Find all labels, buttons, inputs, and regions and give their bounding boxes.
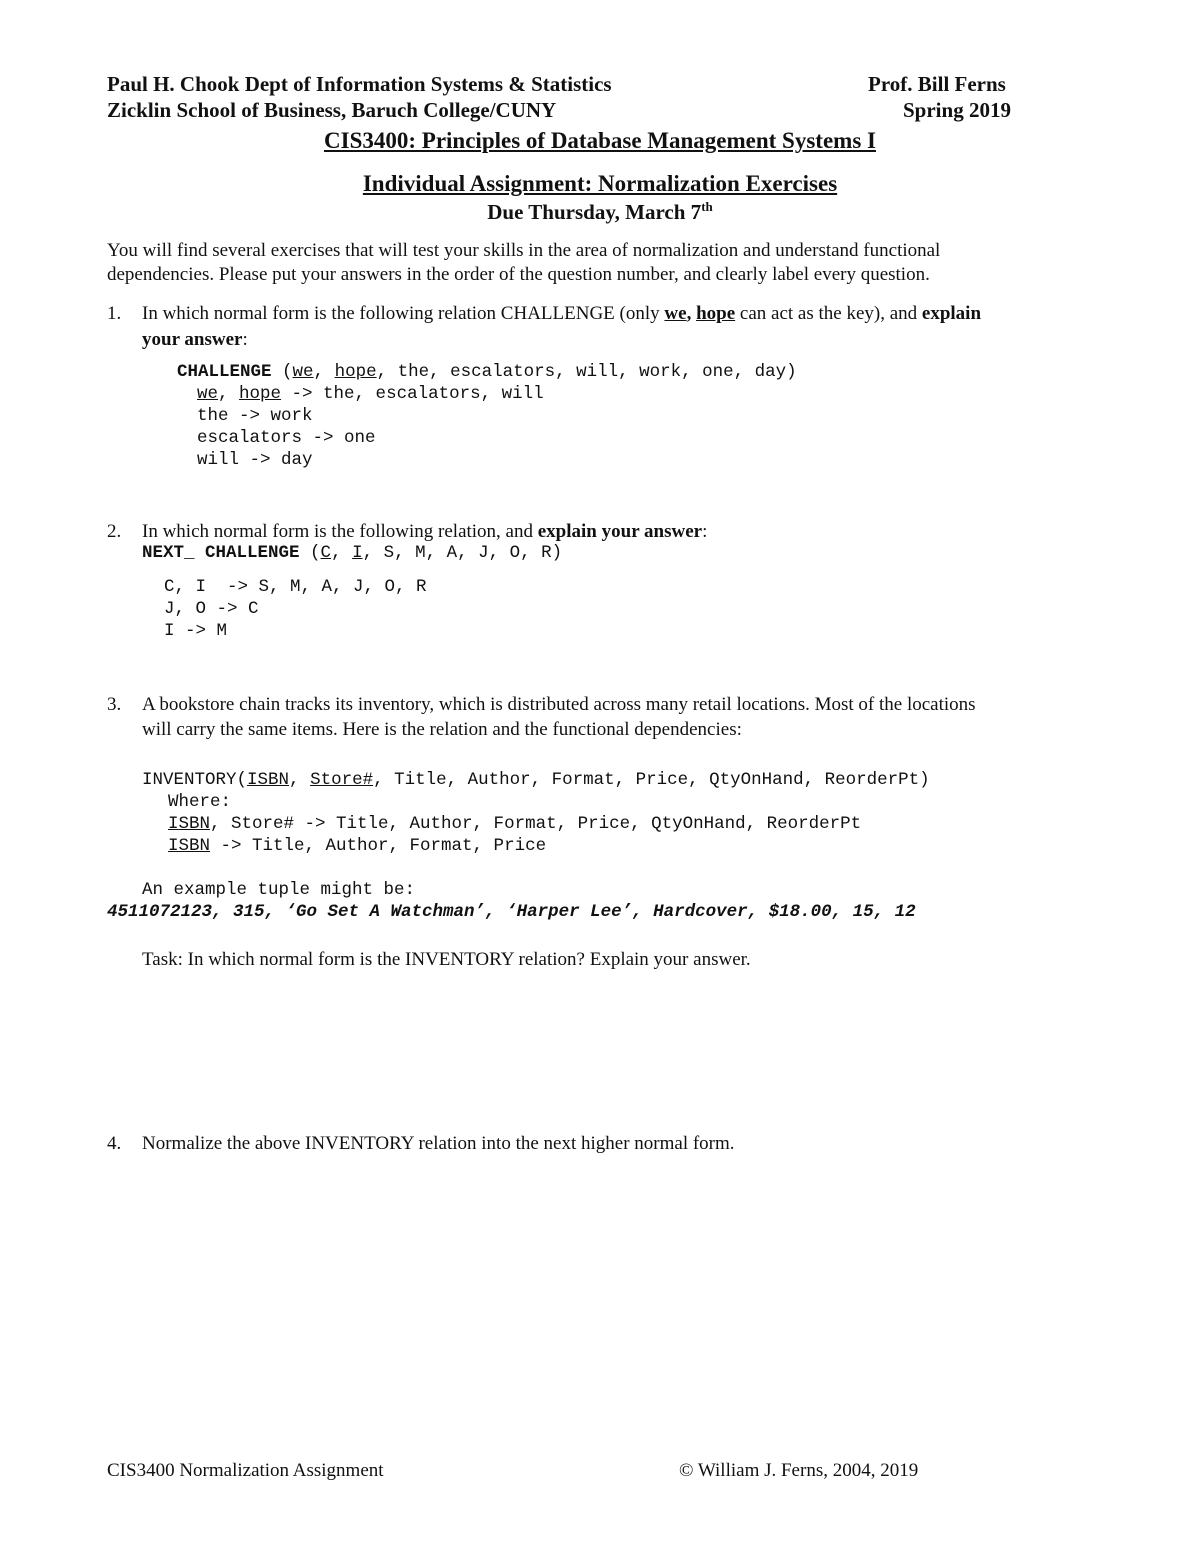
course-title: CIS3400: Principles of Database Management Systems I: [324, 128, 876, 153]
q1-fd-3: escalators -> one: [197, 428, 376, 448]
footer-left: CIS3400 Normalization Assignment: [107, 1460, 384, 1481]
q3-attr-store: Store#: [310, 770, 374, 790]
q1-text-b: can act as the key), and: [735, 303, 922, 324]
q2-text-a: In which normal form is the following relation, and: [142, 521, 538, 542]
q3-number: 3.: [107, 694, 122, 715]
q1-rel-open: (: [271, 362, 293, 382]
q1-fd1-sep: ,: [218, 384, 240, 404]
q2-rel-open: (: [299, 543, 321, 563]
q3-sep: ,: [289, 770, 311, 790]
professor-name: Prof. Bill Ferns: [868, 72, 1006, 96]
q3-fd2-key: ISBN: [168, 836, 211, 856]
q1-fd1-rest: -> the, escalators, will: [281, 384, 544, 404]
intro-line-2: dependencies. Please put your answers in the order of the question number, and clearly label every question.: [107, 264, 930, 285]
q1-fd-1: [197, 384, 544, 404]
q1-fd-4: will -> day: [197, 450, 313, 470]
q1-explain: explain: [921, 303, 982, 324]
due-date: [0, 199, 1200, 225]
q3-task: Task: In which normal form is the INVENTORY relation? Explain your answer.: [142, 949, 751, 970]
q2-attr-i: I: [352, 543, 363, 563]
q3-where: Where:: [168, 792, 232, 812]
q1-fd1-hope: hope: [239, 384, 282, 404]
q3-line-1: A bookstore chain tracks its inventory, which is distributed across many retail locations. Most of the locations: [142, 694, 976, 715]
q2-explain: explain your answer: [537, 521, 703, 542]
q4-number: 4.: [107, 1133, 122, 1154]
intro-line-1: You will find several exercises that will test your skills in the area of normalization and understand functional: [107, 240, 941, 261]
assignment-title: Individual Assignment: Normalization Exercises: [362, 171, 838, 196]
q1-number: 1.: [107, 303, 122, 324]
q2-sep: ,: [331, 543, 353, 563]
q3-rel-rest: , Title, Author, Format, Price, QtyOnHand, ReorderPt): [373, 770, 930, 790]
q2-rel-rest: , S, M, A, J, O, R): [362, 543, 563, 563]
q2-rel-name: NEXT_ CHALLENGE: [142, 543, 300, 563]
q1-text-a: In which normal form is the following relation CHALLENGE (only: [142, 303, 665, 324]
q1-fd-2: the -> work: [197, 406, 313, 426]
q1-rel-rest: , the, escalators, will, work, one, day): [376, 362, 797, 382]
q2-fd-3: I -> M: [164, 621, 228, 641]
q3-example-label: An example tuple might be:: [142, 880, 416, 900]
q2-relation: [142, 543, 562, 563]
q1-attr-we: we: [292, 362, 314, 382]
q3-rel-start: INVENTORY(: [142, 770, 248, 790]
q3-line-2: will carry the same items. Here is the relation and the functional dependencies:: [142, 719, 742, 740]
q1-your-answer: your answer: [142, 329, 243, 350]
q1-key-hope: hope: [696, 303, 736, 324]
due-text: Due Thursday, March 7: [487, 200, 702, 224]
q3-fd2-rest: -> Title, Author, Format, Price: [210, 836, 547, 856]
q3-example-tuple: 4511072123, 315, ‘Go Set A Watchman’, ‘Harper Lee’, Hardcover, $18.00, 15, 12: [107, 902, 916, 922]
q1-comma: ,: [686, 303, 692, 324]
q2-attr-c: C: [320, 543, 332, 563]
q3-fd1-rest: , Store# -> Title, Author, Format, Price, QtyOnHand, ReorderPt: [210, 814, 862, 834]
q2-colon: :: [702, 521, 708, 542]
q2-fd-1: C, I -> S, M, A, J, O, R: [164, 577, 427, 597]
term: Spring 2019: [903, 98, 1011, 122]
dept-name: Paul H. Chook Dept of Information Systems & Statistics: [107, 72, 612, 96]
q1-fd1-we: we: [197, 384, 219, 404]
q1-sep: ,: [313, 362, 335, 382]
footer-copyright: © William J. Ferns, 2004, 2019: [679, 1460, 919, 1481]
due-sup: th: [701, 199, 713, 214]
q3-fd-1: [168, 814, 861, 834]
q1-attr-hope: hope: [334, 362, 377, 382]
school-name: Zicklin School of Business, Baruch College/CUNY: [107, 98, 557, 122]
q3-fd-2: [168, 836, 546, 856]
q2-number: 2.: [107, 521, 122, 542]
q3-relation: [142, 770, 930, 790]
q1-relation: [177, 362, 797, 382]
q1-prompt-line-2: [142, 327, 248, 353]
q1-key-we: we: [664, 303, 687, 324]
q1-prompt-line-1: [142, 301, 981, 327]
q3-attr-isbn: ISBN: [247, 770, 290, 790]
q4-prompt: Normalize the above INVENTORY relation into the next higher normal form.: [142, 1133, 735, 1154]
q1-rel-name: CHALLENGE: [177, 362, 272, 382]
q2-prompt: [142, 519, 707, 545]
q1-colon: :: [242, 329, 248, 350]
q2-fd-2: J, O -> C: [164, 599, 259, 619]
q3-fd1-key: ISBN: [168, 814, 211, 834]
